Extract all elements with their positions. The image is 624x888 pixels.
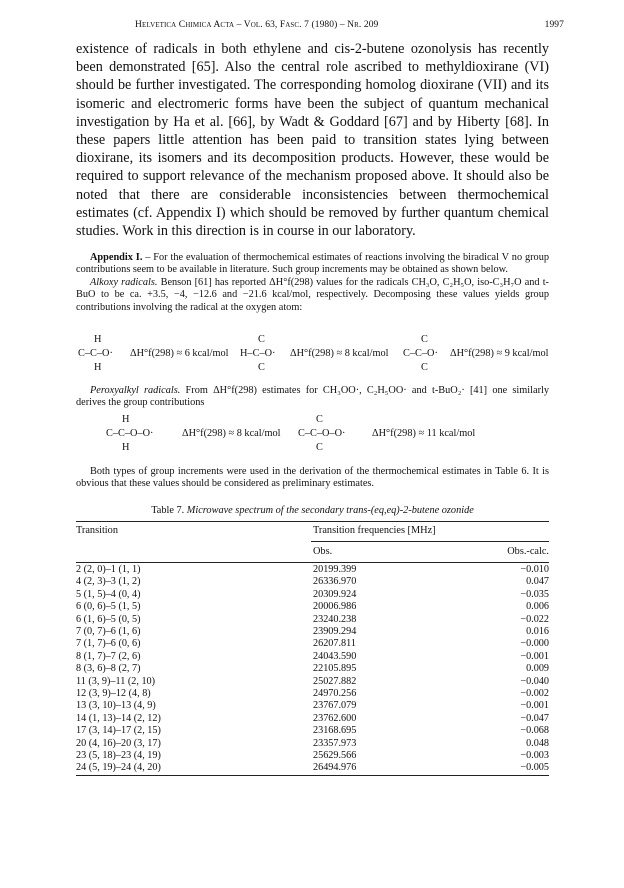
formula-top-atom: H: [122, 414, 130, 425]
formula-top-atom: C: [316, 414, 323, 425]
obs-frequency-cell: 24043.590: [313, 650, 357, 662]
alkoxy-paragraph: [76, 277, 549, 314]
formula-value: ΔH°f(298) ≈ 6 kcal/mol: [130, 348, 229, 359]
obs-frequency-cell: 23762.600: [313, 712, 357, 724]
alkoxy-formula-2: [240, 334, 400, 374]
formula-bottom-atom: C: [421, 362, 428, 373]
obs-calc-cell: −0.005: [520, 762, 549, 774]
formula-value: ΔH°f(298) ≈ 8 kcal/mol: [182, 428, 281, 439]
closing-section: [76, 466, 549, 491]
page-number: 1997: [544, 20, 564, 30]
obs-frequency-cell: 20006.986: [313, 601, 357, 613]
transition-cell: 17 (3, 14)–17 (2, 15): [76, 725, 161, 737]
transition-cell: 20 (4, 16)–20 (3, 17): [76, 737, 161, 749]
obs-frequency-cell: 24970.256: [313, 688, 357, 699]
formula-top-atom: C: [421, 334, 428, 345]
obs-frequency-cell: 20199.399: [313, 564, 357, 575]
alkoxy-text: Benson [61] has reported ΔH°f(298) values for the radicals CH₃O, C₂H₅O, iso-C₃H₇O and t-BuO to be ca. +3.5, −4, −12.6 and −21.6 kcal/mol, respectively. Decomposing these values yields group contributions involving the radical at the oxygen atom:: [76, 276, 549, 313]
table-caption-text: Microwave spectrum of the secondary trans-(eq,eq)-2-butene ozonide: [186, 505, 474, 516]
table-group-rule: [311, 541, 549, 542]
table-row: [76, 614, 549, 626]
formula-chain: C–C–O–O·: [298, 428, 346, 439]
body-paragraph: existence of radicals in both ethylene and cis-2-butene ozonolysis has recently been demonstrated [65]. Also the central role ascribed to methyldioxirane (VI) should be further investigated. The corresponding homolog dioxirane (VII) and its isomeric and electromeric forms have been the subject of quantum mechanical investigation by Ha et al. [66], by Wadt & Goddard [67] and by Hiberty [68]. In these papers little attention has been paid to transition states lying between dioxirane, its isomers and its decomposition products. However, these would be required to support relevance of the mechanism proposed above. It should also be noted that there are considerable inconsistencies between thermochemical estimates (cf. Appendix I) which should be removed by further quantum chemical studies. Work in this direction is in course in our laboratory.: [76, 41, 549, 240]
peroxy-text: From ΔH°f(298) estimates for CH₃OO·, C₂H₅OO· and t-BuO₂· [41] one similarly derives the group contributions: [76, 385, 550, 409]
formula-chain: C–C–O–O·: [106, 428, 154, 439]
table-row: [76, 564, 549, 576]
transition-cell: 4 (2, 3)–3 (1, 2): [76, 576, 141, 588]
col-header-obs: Obs.: [313, 546, 333, 557]
table-row: [76, 576, 549, 588]
peroxy-paragraph: [76, 385, 549, 410]
transition-cell: 13 (3, 10)–13 (4, 9): [76, 700, 156, 712]
formula-chain: C–C–O·: [403, 348, 438, 359]
obs-calc-cell: 0.047: [526, 576, 549, 588]
obs-calc-cell: 0.016: [526, 626, 549, 637]
obs-frequency-cell: 25629.566: [313, 750, 357, 761]
formula-top-atom: H: [94, 334, 102, 345]
table-row: [76, 762, 549, 774]
obs-calc-cell: −0.001: [520, 700, 549, 712]
obs-frequency-cell: 23357.973: [313, 737, 357, 749]
obs-frequency-cell: 26494.976: [313, 762, 357, 774]
table-row: [76, 688, 549, 700]
transition-cell: 23 (5, 18)–23 (4, 19): [76, 750, 161, 761]
running-header: [75, 20, 564, 34]
table-top-rule: [76, 521, 549, 522]
transition-cell: 6 (0, 6)–5 (1, 5): [76, 601, 141, 613]
obs-calc-cell: −0.010: [520, 564, 549, 575]
table-bottom-rule: [76, 775, 549, 776]
table-row: [76, 626, 549, 638]
peroxy-formula-1: [106, 414, 296, 454]
formula-value: ΔH°f(298) ≈ 9 kcal/mol: [450, 348, 549, 359]
alkoxy-formula-3: [403, 334, 553, 374]
table-row: [76, 750, 549, 762]
table-row: [76, 651, 549, 663]
formula-chain: H–C–O·: [240, 348, 276, 359]
formula-bottom-atom: C: [258, 362, 265, 373]
closing-paragraph: Both types of group increments were used in the derivation of the thermochemical estimates in Table 6. It is obvious that these values should be considered as preliminary estimates.: [76, 466, 549, 490]
obs-frequency-cell: 23168.695: [313, 725, 357, 737]
obs-calc-cell: −0.003: [520, 750, 549, 761]
appendix-intro-text: – For the evaluation of thermochemical estimates of reactions involving the biradical V no group contributions seem to be available in literature. Such group increments may be obtained as shown below.: [76, 252, 549, 276]
obs-frequency-cell: 22105.895: [313, 663, 357, 675]
transition-cell: 24 (5, 19)–24 (4, 20): [76, 762, 161, 774]
obs-calc-cell: −0.035: [520, 588, 549, 600]
transition-cell: 7 (1, 7)–6 (0, 6): [76, 638, 141, 650]
appendix-section: [76, 252, 549, 314]
alkoxy-formula-1: [78, 334, 238, 374]
alkoxy-label: Alkoxy radicals.: [90, 276, 158, 288]
obs-frequency-cell: 20309.924: [313, 588, 357, 600]
formula-value: ΔH°f(298) ≈ 8 kcal/mol: [290, 348, 389, 359]
table-row: [76, 589, 549, 601]
appendix-title: Appendix I.: [90, 252, 143, 263]
obs-frequency-cell: 25027.882: [313, 675, 357, 687]
transition-cell: 2 (2, 0)–1 (1, 1): [76, 564, 141, 575]
table-row: [76, 700, 549, 712]
obs-frequency-cell: 26207.811: [313, 638, 356, 650]
obs-calc-cell: −0.001: [520, 650, 549, 662]
body-paragraph-block: [76, 40, 549, 240]
transition-cell: 8 (1, 7)–7 (2, 6): [76, 650, 141, 662]
obs-calc-cell: −0.040: [520, 675, 549, 687]
appendix-intro: [76, 252, 549, 277]
col-header-transition: Transition: [76, 525, 118, 536]
formula-bottom-atom: H: [94, 362, 102, 373]
obs-calc-cell: −0.002: [520, 688, 549, 699]
obs-frequency-cell: 23909.294: [313, 626, 357, 637]
transition-cell: 12 (3, 9)–12 (4, 8): [76, 688, 151, 699]
obs-calc-cell: −0.000: [520, 638, 549, 650]
transition-cell: 6 (1, 6)–5 (0, 5): [76, 613, 141, 625]
col-header-frequencies: Transition frequencies [MHz]: [313, 525, 436, 536]
obs-calc-cell: 0.048: [526, 737, 549, 749]
transition-cell: 5 (1, 5)–4 (0, 4): [76, 588, 141, 600]
formula-top-atom: C: [258, 334, 265, 345]
obs-calc-cell: −0.047: [520, 712, 549, 724]
obs-calc-cell: 0.009: [526, 663, 549, 675]
obs-frequency-cell: 23767.079: [313, 700, 357, 712]
table-caption: [76, 505, 549, 516]
transition-cell: 14 (1, 13)–14 (2, 12): [76, 712, 161, 724]
transition-cell: 7 (0, 7)–6 (1, 6): [76, 626, 141, 637]
formula-bottom-atom: C: [316, 442, 323, 453]
table-row: [76, 713, 549, 725]
formula-chain: C–C–O·: [78, 348, 113, 359]
table-row: [76, 725, 549, 737]
table-row: [76, 676, 549, 688]
peroxy-label: Peroxyalkyl radicals.: [90, 385, 181, 396]
table-header-rule: [76, 562, 549, 563]
transition-cell: 11 (3, 9)–11 (2, 10): [76, 675, 156, 687]
formula-value: ΔH°f(298) ≈ 11 kcal/mol: [372, 428, 476, 439]
obs-calc-cell: −0.022: [520, 613, 549, 625]
table-row: [76, 601, 549, 613]
table-row: [76, 663, 549, 675]
formula-bottom-atom: H: [122, 442, 130, 453]
table-row: [76, 738, 549, 750]
table-row: [76, 638, 549, 650]
table-caption-prefix: Table 7.: [151, 505, 185, 516]
running-title: Helvetica Chimica Acta – Vol. 63, Fasc. 7 (1980) – Nr. 209: [135, 20, 379, 30]
obs-frequency-cell: 23240.238: [313, 613, 357, 625]
peroxy-formula-2: [298, 414, 498, 454]
obs-calc-cell: −0.068: [520, 725, 549, 737]
obs-calc-cell: 0.006: [526, 601, 549, 613]
obs-frequency-cell: 26336.970: [313, 576, 357, 588]
col-header-obs-calc: Obs.-calc.: [507, 546, 549, 557]
peroxy-section: [76, 385, 549, 410]
transition-cell: 8 (3, 6)–8 (2, 7): [76, 663, 141, 675]
